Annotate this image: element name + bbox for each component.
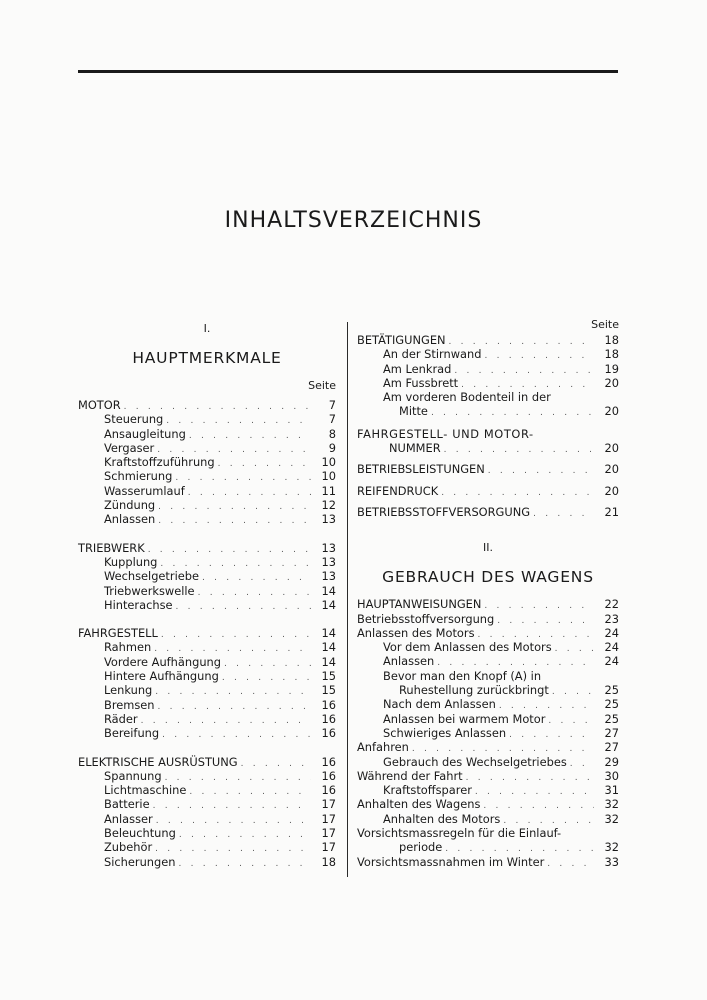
- toc-page: 17: [321, 797, 336, 812]
- top-rule: [78, 70, 618, 73]
- toc-label: Kupplung: [104, 554, 158, 569]
- toc-label: Spannung: [104, 768, 162, 783]
- toc-label: Anlassen des Motors: [357, 625, 475, 640]
- toc-entry[interactable]: [357, 697, 619, 711]
- toc-label: Ruhestellung zurückbringt: [399, 683, 549, 698]
- toc-page: 18: [604, 347, 619, 362]
- toc-label: Anlassen: [383, 654, 435, 669]
- leader-dots: [441, 486, 594, 500]
- toc-label: HAUPTANWEISUNGEN: [357, 597, 482, 612]
- toc-entry[interactable]: [357, 626, 619, 640]
- toc-page: 20: [604, 375, 619, 390]
- leader-dots: [202, 571, 311, 585]
- leader-dots: [475, 785, 594, 799]
- toc-page: 7: [328, 412, 336, 427]
- toc-page: 22: [604, 597, 619, 612]
- toc-label: Während der Fahrt: [357, 768, 463, 783]
- toc-page: 13: [321, 569, 336, 584]
- leader-dots: [153, 799, 311, 813]
- leader-dots: [161, 628, 311, 642]
- leader-dots: [548, 714, 594, 728]
- left-toc-groups: [78, 398, 336, 869]
- toc-label: Vorsichtsmassregeln für die Einlauf-: [357, 826, 562, 841]
- seite-label: Seite: [308, 379, 336, 392]
- toc-page: 11: [321, 483, 336, 498]
- toc-entry[interactable]: [357, 769, 619, 783]
- toc-label: Vor dem Anlassen des Motors: [383, 640, 552, 655]
- toc-page: 17: [321, 840, 336, 855]
- toc-label: Am Lenkrad: [383, 361, 452, 376]
- leader-dots: [484, 349, 594, 363]
- toc-entry[interactable]: [357, 740, 619, 754]
- leader-dots: [141, 714, 311, 728]
- toc-page: 17: [321, 826, 336, 841]
- toc-page: 17: [321, 811, 336, 826]
- toc-page: 33: [604, 854, 619, 869]
- toc-page: 32: [604, 797, 619, 812]
- toc-label: An der Stirnwand: [383, 347, 482, 362]
- toc-entry-nummer[interactable]: [357, 441, 619, 455]
- toc-entry-reifendruck[interactable]: [357, 484, 619, 498]
- toc-entry[interactable]: [78, 855, 336, 869]
- toc-entry[interactable]: [78, 498, 336, 512]
- leader-dots: [158, 514, 311, 528]
- toc-entry[interactable]: [357, 797, 619, 811]
- toc-entry[interactable]: [78, 812, 336, 826]
- toc-page: 14: [321, 626, 336, 641]
- toc-page: 16: [321, 711, 336, 726]
- toc-entry[interactable]: [357, 683, 619, 697]
- toc-page: 20: [604, 462, 619, 477]
- toc-page: 14: [321, 640, 336, 655]
- toc-entry[interactable]: [357, 755, 619, 769]
- toc-page: 16: [321, 768, 336, 783]
- toc-entry[interactable]: [78, 584, 336, 598]
- toc-page: 24: [604, 625, 619, 640]
- toc-label: Vordere Aufhängung: [104, 654, 221, 669]
- toc-page: 10: [321, 469, 336, 484]
- toc-page: 18: [321, 854, 336, 869]
- toc-entry[interactable]: [78, 427, 336, 441]
- leader-dots: [224, 657, 311, 671]
- toc-page: 31: [604, 783, 619, 798]
- toc-entry-wrap-first[interactable]: [357, 826, 619, 840]
- toc-label: Schwieriges Anlassen: [383, 725, 507, 740]
- toc-page: 16: [321, 697, 336, 712]
- toc-label: FAHRGESTELL- UND MOTOR-: [357, 426, 534, 441]
- toc-page: 16: [321, 754, 336, 769]
- toc-entry[interactable]: [78, 455, 336, 469]
- toc-page: 25: [604, 711, 619, 726]
- toc-entry[interactable]: [78, 769, 336, 783]
- toc-entry[interactable]: [78, 669, 336, 683]
- toc-entry[interactable]: [78, 555, 336, 569]
- toc-label: Hintere Aufhängung: [104, 669, 219, 684]
- toc-page: 12: [321, 498, 336, 513]
- section-heading: GEBRAUCH DES WAGENS: [382, 568, 594, 587]
- toc-label: Wechselgetriebe: [104, 569, 199, 584]
- toc-page: 20: [604, 441, 619, 456]
- toc-entry-fahrgestell-first[interactable]: [357, 427, 619, 441]
- toc-entry[interactable]: [78, 826, 336, 840]
- toc-entry[interactable]: [78, 512, 336, 526]
- leader-dots: [497, 614, 594, 628]
- leader-dots: [552, 685, 594, 699]
- toc-label: Schmierung: [104, 469, 173, 484]
- toc-entry[interactable]: [357, 362, 619, 376]
- toc-group-heading[interactable]: [78, 541, 336, 555]
- toc-page: 13: [321, 512, 336, 527]
- leader-dots: [222, 671, 311, 685]
- leader-dots: [189, 785, 311, 799]
- toc-entry[interactable]: [357, 712, 619, 726]
- toc-label: Lenkung: [104, 683, 153, 698]
- toc-page: 24: [604, 640, 619, 655]
- toc-group: [78, 626, 336, 740]
- toc-group-heading[interactable]: [78, 398, 336, 412]
- leader-dots: [198, 586, 311, 600]
- leader-dots: [431, 406, 594, 420]
- toc-group: [78, 398, 336, 527]
- toc-entry-wrap-first[interactable]: [357, 669, 619, 683]
- leader-dots: [570, 757, 594, 771]
- toc-page: 25: [604, 683, 619, 698]
- toc-label: Betriebsstoffversorgung: [357, 611, 495, 626]
- toc-entry[interactable]: [357, 783, 619, 797]
- leader-dots: [155, 842, 311, 856]
- toc-entry[interactable]: [78, 412, 336, 426]
- toc-label: Kraftstoffsparer: [383, 783, 472, 798]
- leader-dots: [533, 507, 594, 521]
- toc-page: 25: [604, 697, 619, 712]
- toc-label: Gebrauch des Wechselgetriebes: [383, 754, 567, 769]
- toc-entry-mitte[interactable]: [357, 404, 619, 418]
- toc-entry[interactable]: [357, 855, 619, 869]
- toc-page: 24: [604, 654, 619, 669]
- toc-page: 32: [604, 811, 619, 826]
- toc-page: 13: [321, 554, 336, 569]
- leader-dots: [444, 443, 594, 457]
- leader-dots: [241, 757, 311, 771]
- toc-label: Bevor man den Knopf (A) in: [383, 668, 542, 683]
- toc-label: Hinterachse: [104, 597, 173, 612]
- toc-entry[interactable]: [357, 840, 619, 854]
- seite-label: Seite: [591, 318, 619, 331]
- toc-page: 21: [604, 504, 619, 519]
- toc-page: 15: [321, 669, 336, 684]
- toc-page: 20: [604, 404, 619, 419]
- leader-dots: [189, 429, 311, 443]
- toc-label: TRIEBWERK: [78, 540, 145, 555]
- toc-label: Lichtmaschine: [104, 783, 187, 798]
- toc-entry[interactable]: [78, 598, 336, 612]
- leader-dots: [158, 700, 311, 714]
- leader-dots: [179, 828, 311, 842]
- toc-page: 32: [604, 840, 619, 855]
- leader-dots: [162, 728, 311, 742]
- leader-dots: [178, 857, 311, 871]
- toc-label: REIFENDRUCK: [357, 483, 439, 498]
- toc-entry[interactable]: [78, 783, 336, 797]
- toc-label: Räder: [104, 711, 138, 726]
- toc-label: Kraftstoffzuführung: [104, 455, 215, 470]
- toc-page: 14: [321, 583, 336, 598]
- toc-entry[interactable]: [78, 683, 336, 697]
- leader-dots: [466, 771, 594, 785]
- toc-label: ELEKTRISCHE AUSRÜSTUNG: [78, 754, 238, 769]
- page-title: INHALTSVERZEICHNIS: [224, 208, 483, 233]
- toc-entry-betriebsleistungen[interactable]: [357, 462, 619, 476]
- toc-label: Am Fussbrett: [383, 375, 459, 390]
- toc-label: Sicherungen: [104, 854, 176, 869]
- leader-dots: [509, 728, 594, 742]
- toc-label: MOTOR: [78, 398, 121, 412]
- toc-entry[interactable]: [357, 654, 619, 668]
- toc-entry[interactable]: [357, 347, 619, 361]
- leader-dots: [555, 642, 594, 656]
- toc-entry[interactable]: [78, 655, 336, 669]
- toc-entry[interactable]: [78, 797, 336, 811]
- toc-page: 7: [328, 398, 336, 412]
- toc-label: periode: [399, 840, 443, 855]
- toc-label: FAHRGESTELL: [78, 626, 158, 641]
- toc-label: Beleuchtung: [104, 826, 176, 841]
- toc-entry[interactable]: [357, 376, 619, 390]
- toc-page: 29: [604, 754, 619, 769]
- toc-label: Anhalten des Motors: [383, 811, 501, 826]
- toc-group-heading[interactable]: [78, 626, 336, 640]
- toc-page: 8: [328, 426, 336, 441]
- toc-entry-hauptanweisungen[interactable]: [357, 597, 619, 611]
- leader-dots: [175, 471, 311, 485]
- toc-label: Batterie: [104, 797, 150, 812]
- toc-entry[interactable]: [78, 840, 336, 854]
- toc-page: 16: [321, 783, 336, 798]
- section-number: I.: [203, 322, 211, 335]
- toc-entry-wrap-first[interactable]: [357, 390, 619, 404]
- toc-label: Bremsen: [104, 697, 155, 712]
- toc-entry[interactable]: [78, 469, 336, 483]
- toc-entry[interactable]: [78, 698, 336, 712]
- right-column: [357, 318, 619, 869]
- toc-label: Zubehör: [104, 840, 153, 855]
- toc-label: NUMMER: [389, 441, 441, 456]
- toc-label: Am vorderen Bodenteil in der: [383, 390, 551, 405]
- toc-entry[interactable]: [357, 726, 619, 740]
- toc-label: BETRIEBSLEISTUNGEN: [357, 462, 485, 477]
- toc-group-heading[interactable]: [78, 755, 336, 769]
- toc-page: 19: [604, 361, 619, 376]
- leader-dots: [454, 364, 594, 378]
- toc-label: Anlasser: [104, 811, 153, 826]
- toc-group: [78, 541, 336, 612]
- toc-page: 27: [604, 725, 619, 740]
- section-number: II.: [483, 541, 493, 555]
- toc-label: Anhalten des Wagens: [357, 797, 481, 812]
- toc-label: Anfahren: [357, 740, 409, 755]
- toc-page: 9: [328, 440, 336, 455]
- toc-label: Vorsichtsmassnahmen im Winter: [357, 854, 545, 869]
- left-column: [78, 322, 336, 869]
- leader-dots: [155, 685, 311, 699]
- toc-page: 13: [321, 540, 336, 555]
- toc-entry[interactable]: [78, 712, 336, 726]
- leader-dots: [156, 814, 311, 828]
- leader-dots: [148, 543, 311, 557]
- leader-dots: [176, 600, 311, 614]
- toc-entry[interactable]: [78, 640, 336, 654]
- toc-entry-betriebsstoff[interactable]: [357, 505, 619, 519]
- toc-page: 18: [604, 333, 619, 347]
- toc-label: Triebwerkswelle: [104, 583, 195, 598]
- toc-page: 10: [321, 455, 336, 470]
- toc-entry[interactable]: [78, 726, 336, 740]
- toc-page: 15: [321, 683, 336, 698]
- toc-entry[interactable]: [78, 484, 336, 498]
- toc-label: Steuerung: [104, 412, 164, 427]
- toc-page: 23: [604, 611, 619, 626]
- toc-label: Rahmen: [104, 640, 152, 655]
- toc-label: Nach dem Anlassen: [383, 697, 496, 712]
- toc-label: Bereifung: [104, 726, 160, 741]
- toc-page: 27: [604, 740, 619, 755]
- toc-label: Ansaugleitung: [104, 426, 186, 441]
- toc-label: Mitte: [399, 404, 428, 419]
- section-heading: HAUPTMERKMALE: [132, 349, 282, 367]
- toc-page: 16: [321, 726, 336, 741]
- toc-entry-betaetigungen[interactable]: [357, 333, 619, 347]
- toc-label: Anlassen bei warmem Motor: [383, 711, 546, 726]
- toc-group: [78, 755, 336, 869]
- toc-entry[interactable]: [78, 569, 336, 583]
- toc-page: 30: [604, 768, 619, 783]
- toc-page: 20: [604, 483, 619, 498]
- toc-entry[interactable]: [357, 640, 619, 654]
- toc-page: 14: [321, 597, 336, 612]
- leader-dots: [488, 464, 594, 478]
- toc-label: BETÄTIGUNGEN: [357, 333, 446, 347]
- toc-entry[interactable]: [357, 812, 619, 826]
- toc-label: Zündung: [104, 498, 156, 513]
- toc-label: Vergaser: [104, 440, 155, 455]
- toc-entry[interactable]: [357, 612, 619, 626]
- toc-label: BETRIEBSSTOFFVERSORGUNG: [357, 504, 531, 519]
- leader-dots: [547, 857, 594, 871]
- toc-label: Anlassen: [104, 512, 156, 527]
- column-divider: [347, 322, 348, 877]
- toc-page: 14: [321, 654, 336, 669]
- leader-dots: [188, 486, 311, 500]
- toc-label: Wasserumlauf: [104, 483, 185, 498]
- toc-entry[interactable]: [78, 441, 336, 455]
- leader-dots: [218, 457, 311, 471]
- leader-dots: [484, 599, 594, 613]
- leader-dots: [158, 500, 311, 514]
